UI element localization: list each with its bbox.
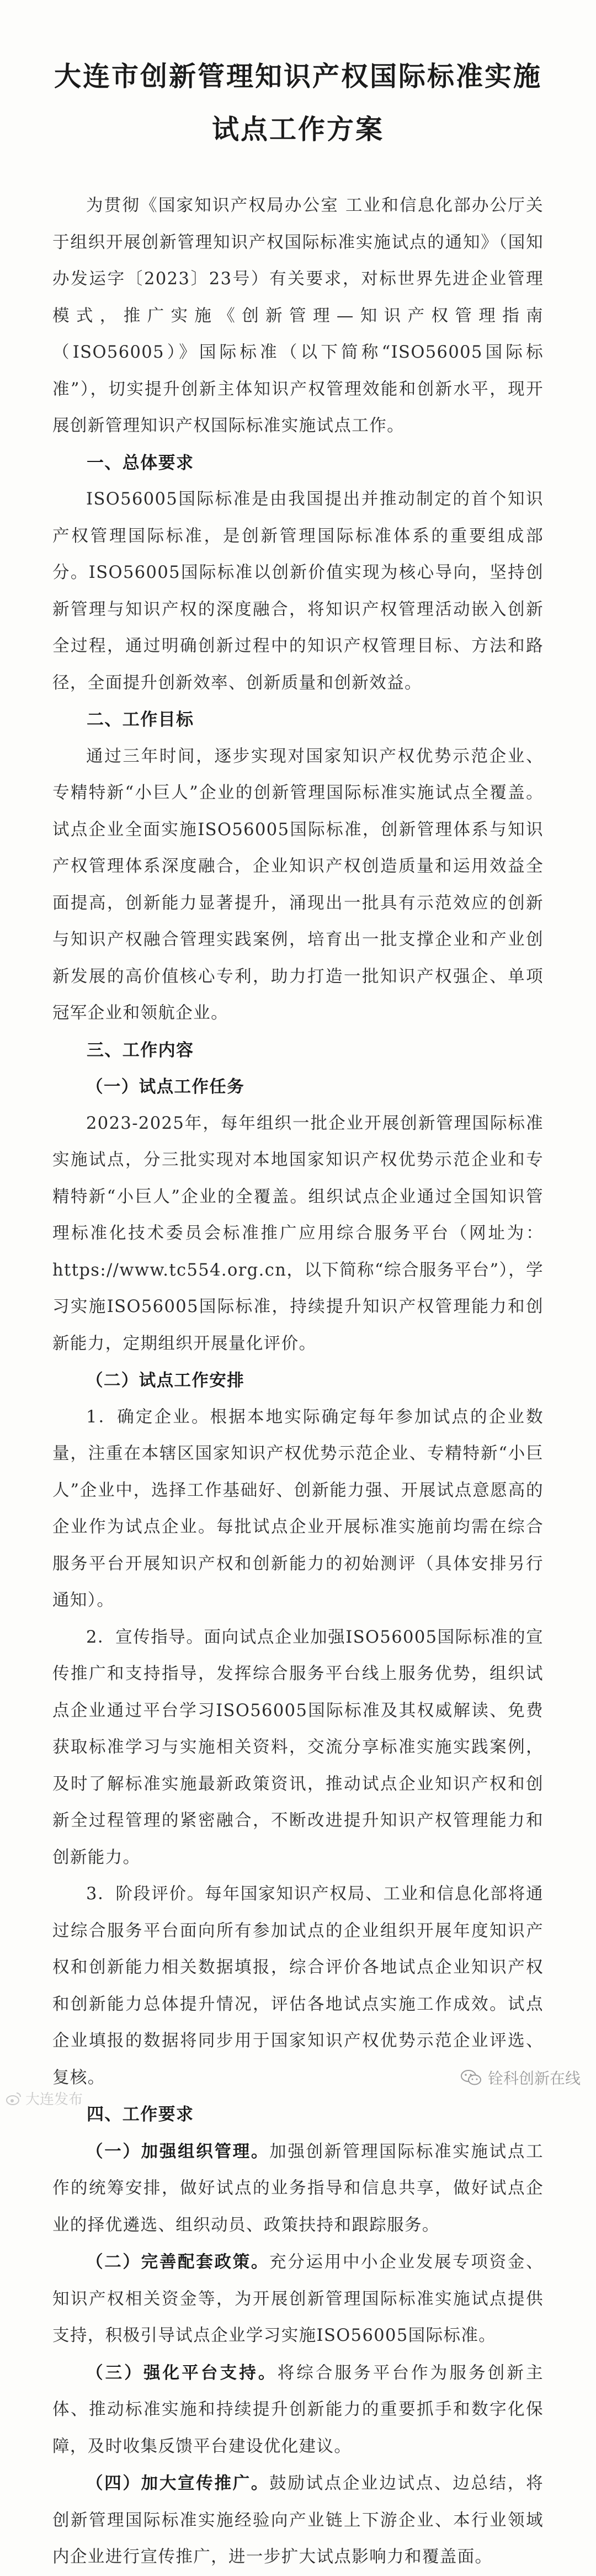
section2-paragraph: 通过三年时间，逐步实现对国家知识产权优势示范企业、专精特新“小巨人”企业的创新管理国际标准实施试点全覆盖。试点企业全面实施ISO56005国际标准，创新管理体系与知识产权管理体系深度融合，企业知识产权创造质量和运用效益全面提高，创新能力显著提升，涌现出一批具有示范效应的创新与知识产权融合管理实践案例，培育出一批支撑企业和产业创新发展的高价值核心专利，助力打造一批知识产权强企、单项冠军企业和领航企业。 — [52, 746, 544, 1023]
intro-paragraph: 为贯彻《国家知识产权局办公室 工业和信息化部办公厅关于组织开展创新管理知识产权国际标准实施试点的通知》（国知办发运字〔2023〕23号）有关要求，对标世界先进企业管理模式，推广实施《创新管理—知识产权管理指南（ISO56005）》国际标准（以下简称“ISO56005国际标准”），切实提升创新主体知识产权管理效能和创新水平，现开展创新管理知识产权国际标准实施试点工作。 — [52, 196, 544, 435]
requirement-item-2 — [52, 2244, 544, 2355]
requirement-lead: （二）完善配套政策。 — [86, 2252, 270, 2272]
requirement-item-1 — [52, 2133, 544, 2244]
section1-paragraph: ISO56005国际标准是由我国提出并推动制定的首个知识产权管理国际标准，是创新管理国际标准体系的重要组成部分。ISO56005国际标准以创新价值实现为核心导向，坚持创新管理与知识产权的深度融合，将知识产权管理活动嵌入创新全过程，通过明确创新过程中的知识产权管理目标、方法和路径，全面提升创新效率、创新质量和创新效益。 — [52, 490, 544, 693]
weibo-icon — [6, 2091, 22, 2106]
requirement-text: 加强创新管理国际标准实施试点工作的统筹安排，做好试点的业务指导和信息共享，做好试点企业的择优遴选、组织动员、政策扶持和跟踪服务。 — [52, 2142, 544, 2235]
document-body — [52, 50, 544, 2576]
section-heading-general: 一、总体要求 — [87, 453, 194, 473]
subsection-heading-tasks: （一）试点工作任务 — [86, 1077, 245, 1097]
section-heading-content: 三、工作内容 — [87, 1040, 194, 1060]
requirement-text: 充分运用中小企业发展专项资金、知识产权相关资金等，为开展创新管理国际标准实施试点提供支持，积极引导试点企业学习实施ISO56005国际标准。 — [52, 2253, 544, 2345]
document-title — [52, 50, 544, 156]
requirement-item-3 — [52, 2355, 544, 2466]
wechat-icon — [460, 2069, 482, 2086]
section-heading-requirements: 四、工作要求 — [87, 2105, 194, 2124]
arrangement-paragraph-3: 3．阶段评价。每年国家知识产权局、工业和信息化部将通过综合服务平台面向所有参加试点的企业组织开展年度知识产权和创新能力相关数据填报，综合评价各地试点企业知识产权和创新能力总体提升情况，评估各地试点实施工作成效。试点企业填报的数据将同步用于国家知识产权优势示范企业评选、复核。 — [52, 1884, 544, 2088]
arrangement-paragraph-2: 2．宣传指导。面向试点企业加强ISO56005国际标准的宣传推广和支持指导，发挥综合服务平台线上服务优势，组织试点企业通过平台学习ISO56005国际标准及其权威解读、免费获取标准学习与实施相关资料，交流分享标准实施实践案例，及时了解标准实施最新政策资讯，推动试点企业知识产权和创新全过程管理的紧密融合，不断改进提升知识产权管理能力和创新能力。 — [52, 1627, 544, 1867]
requirement-lead: （四）加大宣传推广。 — [86, 2473, 270, 2493]
title-line-2: 试点工作方案 — [211, 113, 384, 145]
requirement-text: 将综合服务平台作为服务创新主体、推动标准实施和持续提升创新能力的重要抓手和数字化保障，及时收集反馈平台建设优化建议。 — [52, 2363, 544, 2456]
requirement-item-4 — [52, 2465, 544, 2576]
requirement-lead: （一）加强组织管理。 — [86, 2141, 270, 2161]
section-heading-goals: 二、工作目标 — [87, 710, 194, 730]
title-line-1: 大连市创新管理知识产权国际标准实施 — [54, 60, 542, 92]
account-watermark-text: 铨科创新在线 — [487, 2069, 581, 2088]
source-watermark — [6, 2088, 83, 2108]
footer-watermarks — [0, 2060, 596, 2121]
subsection-heading-arrangement: （二）试点工作安排 — [86, 1371, 245, 1390]
account-watermark — [460, 2067, 581, 2089]
source-watermark-text: 大连发布 — [25, 2091, 83, 2108]
tasks-paragraph: 2023-2025年，每年组织一批企业开展创新管理国际标准实施试点，分三批实现对本地国家知识产权优势示范企业和专精特新“小巨人”企业的全覆盖。组织试点企业通过全国知识管理标准化技术委员会标准推广应用综合服务平台（网址为：https://www.tc554.org.cn，以下简称“综合服务平台”），学习实施ISO56005国际标准，持续提升知识产权管理能力和创新能力，定期组织开展量化评价。 — [52, 1113, 544, 1353]
arrangement-paragraph-1: 1．确定企业。根据本地实际确定每年参加试点的企业数量，注重在本辖区国家知识产权优势示范企业、专精特新“小巨人”企业中，选择工作基础好、创新能力强、开展试点意愿高的企业作为试点企业。每批试点企业开展标准实施前均需在综合服务平台开展知识产权和创新能力的初始测评（具体安排另行通知）。 — [52, 1407, 544, 1610]
requirement-lead: （三）强化平台支持。 — [86, 2362, 278, 2383]
requirement-text: 鼓励试点企业边试点、边总结，将创新管理国际标准实施经验向产业链上下游企业、本行业领域内企业进行宣传推广，进一步扩大试点影响力和覆盖面。 — [52, 2474, 544, 2567]
